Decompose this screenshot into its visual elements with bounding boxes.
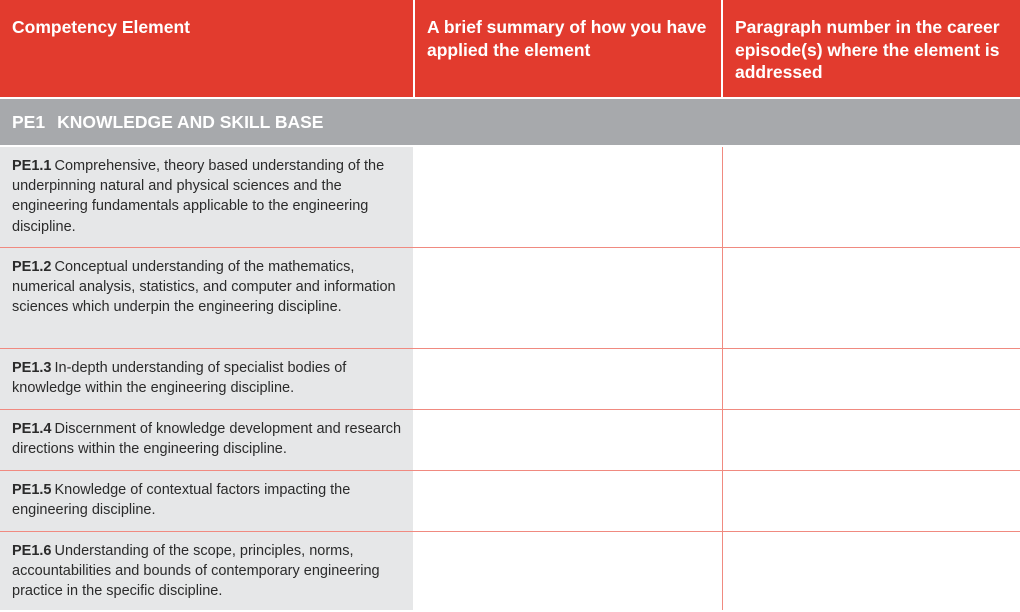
element-code: PE1.4 bbox=[12, 421, 52, 437]
table-row bbox=[0, 248, 1020, 349]
header-summary: A brief summary of how you have applied the element bbox=[415, 0, 723, 97]
table-row bbox=[0, 147, 1020, 248]
element-text: Conceptual understanding of the mathematics, numerical analysis, statistics, and computer and information sciences which underpin the engineering discipline. bbox=[12, 259, 396, 316]
summary-cell[interactable] bbox=[415, 248, 723, 348]
element-text: In-depth understanding of specialist bodies of knowledge within the engineering discipline. bbox=[12, 360, 347, 397]
paragraph-number-cell[interactable] bbox=[723, 471, 1020, 531]
paragraph-number-cell[interactable] bbox=[723, 410, 1020, 470]
table-row bbox=[0, 471, 1020, 532]
competency-element-cell bbox=[0, 471, 415, 531]
competency-element-cell bbox=[0, 349, 415, 409]
element-text: Comprehensive, theory based understanding of the underpinning natural and physical sciences and the engineering fundamentals applicable to the engineering discipline. bbox=[12, 158, 385, 235]
competency-element-cell bbox=[0, 147, 415, 247]
element-text: Understanding of the scope, principles, norms, accountabilities and bounds of contemporary engineering practice in the specific discipline. bbox=[12, 543, 380, 600]
summary-cell[interactable] bbox=[415, 532, 723, 610]
element-code: PE1.3 bbox=[12, 360, 52, 376]
element-code: PE1.1 bbox=[12, 158, 52, 174]
table-row bbox=[0, 349, 1020, 410]
summary-cell[interactable] bbox=[415, 147, 723, 247]
summary-cell[interactable] bbox=[415, 410, 723, 470]
competency-element-cell bbox=[0, 248, 415, 348]
section-code: PE1 bbox=[12, 112, 46, 132]
paragraph-number-cell[interactable] bbox=[723, 532, 1020, 610]
element-text: Knowledge of contextual factors impacting the engineering discipline. bbox=[12, 482, 351, 519]
paragraph-number-cell[interactable] bbox=[723, 349, 1020, 409]
element-text: Discernment of knowledge development and research directions within the engineering discipline. bbox=[12, 421, 402, 458]
paragraph-number-cell[interactable] bbox=[723, 147, 1020, 247]
table-header bbox=[0, 0, 1020, 97]
summary-cell[interactable] bbox=[415, 349, 723, 409]
header-competency-element: Competency Element bbox=[0, 0, 415, 97]
competency-element-cell bbox=[0, 410, 415, 470]
table-row bbox=[0, 532, 1020, 610]
summary-cell[interactable] bbox=[415, 471, 723, 531]
element-code: PE1.6 bbox=[12, 543, 52, 559]
header-paragraph-number: Paragraph number in the career episode(s) where the element is addressed bbox=[735, 17, 1000, 82]
section-heading bbox=[0, 97, 1020, 147]
competency-element-cell bbox=[0, 532, 415, 610]
element-code: PE1.2 bbox=[12, 259, 52, 275]
section-title: KNOWLEDGE AND SKILL BASE bbox=[57, 112, 324, 132]
element-code: PE1.5 bbox=[12, 482, 52, 498]
paragraph-number-cell[interactable] bbox=[723, 248, 1020, 348]
table-row bbox=[0, 410, 1020, 471]
